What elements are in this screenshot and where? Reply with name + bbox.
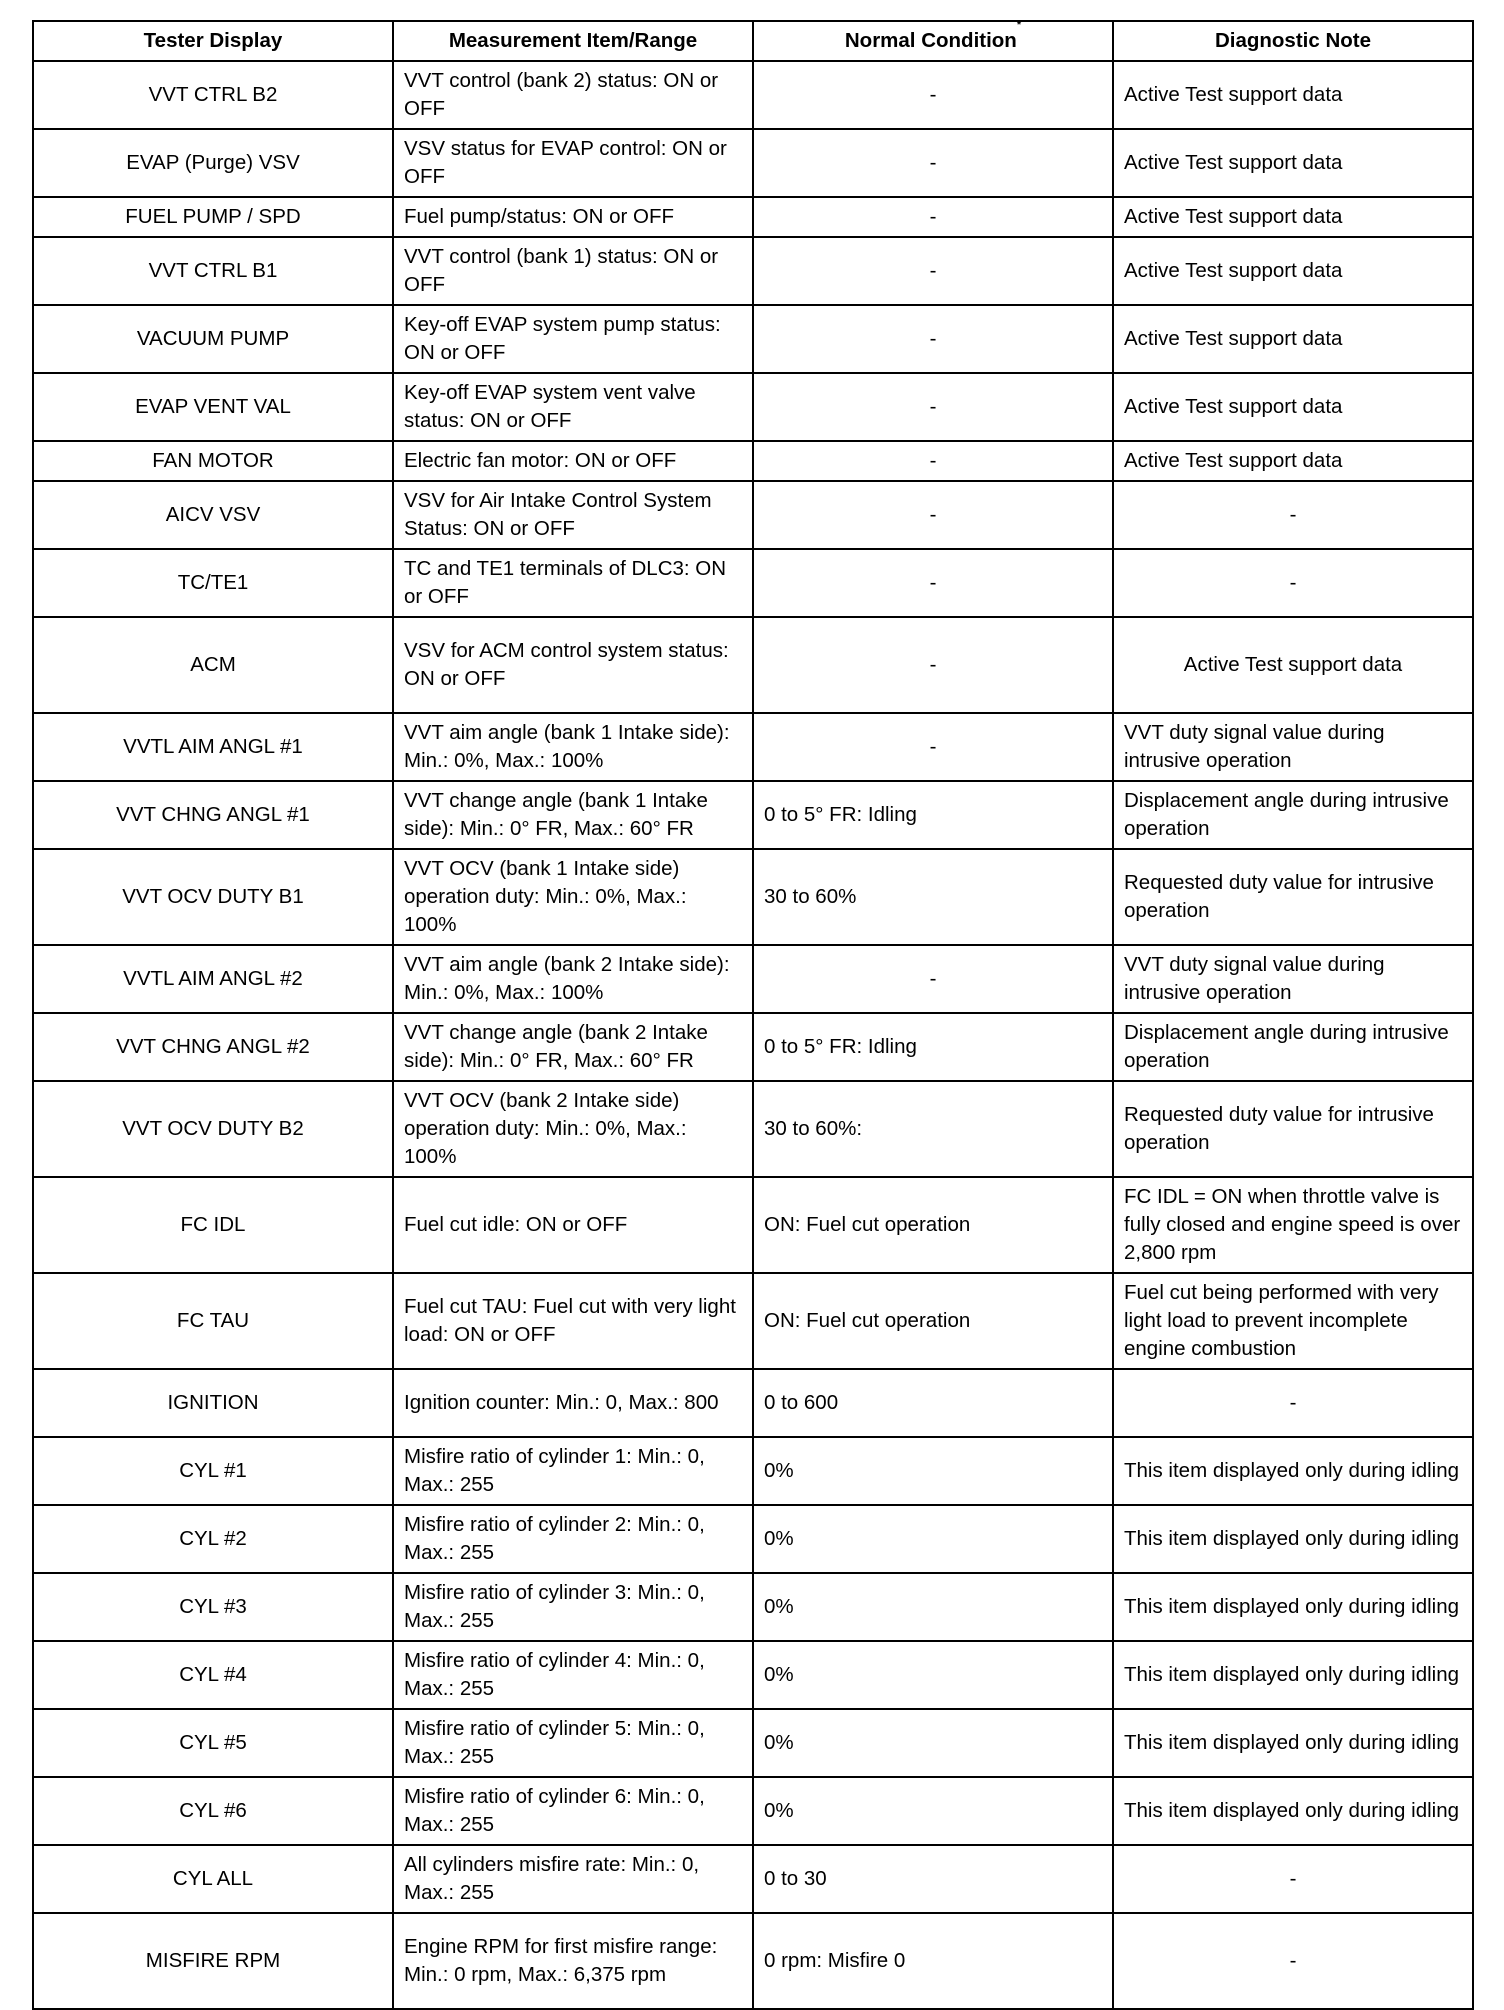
data-list-table	[32, 20, 1474, 2010]
cell-measurement-item: Ignition counter: Min.: 0, Max.: 800	[393, 1369, 753, 1437]
cell-normal-condition: -	[753, 373, 1113, 441]
table-row	[33, 305, 1473, 373]
table-row	[33, 849, 1473, 945]
cell-normal-condition: 0 rpm: Misfire 0	[753, 1913, 1113, 2009]
table-row	[33, 237, 1473, 305]
cell-normal-condition: 30 to 60%	[753, 849, 1113, 945]
cell-normal-condition: 0%	[753, 1573, 1113, 1641]
cell-tester-display: CYL #5	[33, 1709, 393, 1777]
table-row	[33, 481, 1473, 549]
cell-measurement-item: VVT control (bank 1) status: ON or OFF	[393, 237, 753, 305]
cell-normal-condition: 0%	[753, 1641, 1113, 1709]
cell-normal-condition: -	[753, 549, 1113, 617]
cell-measurement-item: VSV status for EVAP control: ON or OFF	[393, 129, 753, 197]
cell-diagnostic-note: This item displayed only during idling	[1113, 1437, 1473, 1505]
cell-tester-display: VACUUM PUMP	[33, 305, 393, 373]
cell-diagnostic-note: Active Test support data	[1113, 197, 1473, 237]
cell-normal-condition: -	[753, 713, 1113, 781]
cell-normal-condition: 0%	[753, 1505, 1113, 1573]
cell-normal-condition: 0 to 30	[753, 1845, 1113, 1913]
cell-diagnostic-note: Displacement angle during intrusive operation	[1113, 781, 1473, 849]
cell-diagnostic-note: -	[1113, 481, 1473, 549]
cell-measurement-item: VVT OCV (bank 1 Intake side) operation duty: Min.: 0%, Max.: 100%	[393, 849, 753, 945]
cell-tester-display: FAN MOTOR	[33, 441, 393, 481]
cell-tester-display: ACM	[33, 617, 393, 713]
table-row	[33, 781, 1473, 849]
cell-measurement-item: Misfire ratio of cylinder 3: Min.: 0, Max.: 255	[393, 1573, 753, 1641]
table-row	[33, 549, 1473, 617]
cell-normal-condition: ON: Fuel cut operation	[753, 1273, 1113, 1369]
table-row	[33, 1369, 1473, 1437]
cell-measurement-item: VVT change angle (bank 2 Intake side): Min.: 0° FR, Max.: 60° FR	[393, 1013, 753, 1081]
cell-tester-display: VVT CHNG ANGL #1	[33, 781, 393, 849]
table-row	[33, 197, 1473, 237]
cell-tester-display: FC TAU	[33, 1273, 393, 1369]
table-row	[33, 1437, 1473, 1505]
cell-measurement-item: Fuel cut idle: ON or OFF	[393, 1177, 753, 1273]
cell-measurement-item: Misfire ratio of cylinder 5: Min.: 0, Max.: 255	[393, 1709, 753, 1777]
cell-tester-display: TC/TE1	[33, 549, 393, 617]
table-row	[33, 713, 1473, 781]
table-row	[33, 617, 1473, 713]
table-row	[33, 1913, 1473, 2009]
cell-tester-display: FUEL PUMP / SPD	[33, 197, 393, 237]
cell-measurement-item: Misfire ratio of cylinder 1: Min.: 0, Max.: 255	[393, 1437, 753, 1505]
cell-measurement-item: Fuel pump/status: ON or OFF	[393, 197, 753, 237]
header-diagnostic-note: Diagnostic Note	[1113, 21, 1473, 61]
cell-diagnostic-note: Requested duty value for intrusive operation	[1113, 849, 1473, 945]
cell-normal-condition: 0%	[753, 1709, 1113, 1777]
cell-tester-display: CYL ALL	[33, 1845, 393, 1913]
cell-diagnostic-note: FC IDL = ON when throttle valve is fully closed and engine speed is over 2,800 rpm	[1113, 1177, 1473, 1273]
table-row	[33, 1273, 1473, 1369]
cell-tester-display: EVAP VENT VAL	[33, 373, 393, 441]
cell-measurement-item: Key-off EVAP system vent valve status: ON or OFF	[393, 373, 753, 441]
table-row	[33, 1777, 1473, 1845]
cell-tester-display: VVT CHNG ANGL #2	[33, 1013, 393, 1081]
cell-normal-condition: -	[753, 61, 1113, 129]
header-normal-condition	[753, 21, 1113, 61]
cell-tester-display: FC IDL	[33, 1177, 393, 1273]
cell-diagnostic-note: Fuel cut being performed with very light load to prevent incomplete engine combustion	[1113, 1273, 1473, 1369]
table-row	[33, 129, 1473, 197]
cell-measurement-item: Engine RPM for first misfire range: Min.: 0 rpm, Max.: 6,375 rpm	[393, 1913, 753, 2009]
cell-tester-display: VVT CTRL B1	[33, 237, 393, 305]
table-row	[33, 373, 1473, 441]
table-row	[33, 441, 1473, 481]
cell-tester-display: VVT OCV DUTY B1	[33, 849, 393, 945]
cell-normal-condition: -	[753, 945, 1113, 1013]
cell-diagnostic-note: Active Test support data	[1113, 305, 1473, 373]
cell-tester-display: CYL #1	[33, 1437, 393, 1505]
table-row	[33, 1573, 1473, 1641]
cell-normal-condition: 0%	[753, 1437, 1113, 1505]
table-row	[33, 1709, 1473, 1777]
cell-measurement-item: Misfire ratio of cylinder 6: Min.: 0, Max.: 255	[393, 1777, 753, 1845]
cell-diagnostic-note: -	[1113, 1845, 1473, 1913]
cell-tester-display: CYL #3	[33, 1573, 393, 1641]
cell-diagnostic-note: This item displayed only during idling	[1113, 1777, 1473, 1845]
cell-diagnostic-note: -	[1113, 1913, 1473, 2009]
cell-diagnostic-note: Active Test support data	[1113, 61, 1473, 129]
cell-diagnostic-note: Active Test support data	[1113, 441, 1473, 481]
cell-diagnostic-note: Active Test support data	[1113, 237, 1473, 305]
cell-diagnostic-note: Active Test support data	[1113, 129, 1473, 197]
cell-tester-display: MISFIRE RPM	[33, 1913, 393, 2009]
header-row	[33, 21, 1473, 61]
cell-tester-display: AICV VSV	[33, 481, 393, 549]
cell-diagnostic-note: VVT duty signal value during intrusive operation	[1113, 713, 1473, 781]
cell-diagnostic-note: This item displayed only during idling	[1113, 1641, 1473, 1709]
header-normal-label: Normal Condition	[844, 29, 1017, 52]
cell-tester-display: CYL #2	[33, 1505, 393, 1573]
table-row	[33, 1845, 1473, 1913]
cell-measurement-item: Misfire ratio of cylinder 4: Min.: 0, Max.: 255	[393, 1641, 753, 1709]
cell-diagnostic-note: Displacement angle during intrusive operation	[1113, 1013, 1473, 1081]
cell-tester-display: IGNITION	[33, 1369, 393, 1437]
table-row	[33, 1013, 1473, 1081]
table-row	[33, 1505, 1473, 1573]
cell-normal-condition: -	[753, 237, 1113, 305]
table-row	[33, 945, 1473, 1013]
cell-normal-condition: -	[753, 441, 1113, 481]
cell-measurement-item: Key-off EVAP system pump status: ON or OFF	[393, 305, 753, 373]
header-measurement-item: Measurement Item/Range	[393, 21, 753, 61]
cell-normal-condition: 0 to 600	[753, 1369, 1113, 1437]
cell-normal-condition: 0 to 5° FR: Idling	[753, 1013, 1113, 1081]
cell-normal-condition: -	[753, 305, 1113, 373]
cell-measurement-item: VVT aim angle (bank 1 Intake side): Min.: 0%, Max.: 100%	[393, 713, 753, 781]
cell-diagnostic-note: This item displayed only during idling	[1113, 1505, 1473, 1573]
cell-normal-condition: ON: Fuel cut operation	[753, 1177, 1113, 1273]
cell-measurement-item: TC and TE1 terminals of DLC3: ON or OFF	[393, 549, 753, 617]
cell-diagnostic-note: Requested duty value for intrusive operation	[1113, 1081, 1473, 1177]
cell-diagnostic-note: VVT duty signal value during intrusive operation	[1113, 945, 1473, 1013]
table-row	[33, 1081, 1473, 1177]
cell-tester-display: CYL #4	[33, 1641, 393, 1709]
cell-diagnostic-note: Active Test support data	[1113, 617, 1473, 713]
cell-measurement-item: Fuel cut TAU: Fuel cut with very light load: ON or OFF	[393, 1273, 753, 1369]
cell-normal-condition: -	[753, 197, 1113, 237]
header-tester-display: Tester Display	[33, 21, 393, 61]
cell-measurement-item: VVT change angle (bank 1 Intake side): Min.: 0° FR, Max.: 60° FR	[393, 781, 753, 849]
table-row	[33, 61, 1473, 129]
table-row	[33, 1177, 1473, 1273]
cell-measurement-item: VSV for ACM control system status: ON or OFF	[393, 617, 753, 713]
cell-tester-display: VVTL AIM ANGL #2	[33, 945, 393, 1013]
cell-normal-condition: 0 to 5° FR: Idling	[753, 781, 1113, 849]
table-row	[33, 1641, 1473, 1709]
cell-tester-display: VVT OCV DUTY B2	[33, 1081, 393, 1177]
cell-measurement-item: All cylinders misfire rate: Min.: 0, Max.: 255	[393, 1845, 753, 1913]
cell-measurement-item: VVT control (bank 2) status: ON or OFF	[393, 61, 753, 129]
cell-measurement-item: VSV for Air Intake Control System Status: ON or OFF	[393, 481, 753, 549]
cell-tester-display: CYL #6	[33, 1777, 393, 1845]
cell-tester-display: VVTL AIM ANGL #1	[33, 713, 393, 781]
cell-measurement-item: Misfire ratio of cylinder 2: Min.: 0, Max.: 255	[393, 1505, 753, 1573]
cell-diagnostic-note: -	[1113, 1369, 1473, 1437]
cell-normal-condition: -	[753, 129, 1113, 197]
cell-measurement-item: Electric fan motor: ON or OFF	[393, 441, 753, 481]
cell-diagnostic-note: This item displayed only during idling	[1113, 1573, 1473, 1641]
cell-diagnostic-note: Active Test support data	[1113, 373, 1473, 441]
cell-measurement-item: VVT aim angle (bank 2 Intake side): Min.: 0%, Max.: 100%	[393, 945, 753, 1013]
cell-measurement-item: VVT OCV (bank 2 Intake side) operation duty: Min.: 0%, Max.: 100%	[393, 1081, 753, 1177]
cell-tester-display: EVAP (Purge) VSV	[33, 129, 393, 197]
cell-normal-condition: -	[753, 617, 1113, 713]
cell-diagnostic-note: This item displayed only during idling	[1113, 1709, 1473, 1777]
cell-normal-condition: 30 to 60%:	[753, 1081, 1113, 1177]
cell-normal-condition: -	[753, 481, 1113, 549]
cell-tester-display: VVT CTRL B2	[33, 61, 393, 129]
footnote-mark: *	[1016, 19, 1022, 31]
cell-diagnostic-note: -	[1113, 549, 1473, 617]
cell-normal-condition: 0%	[753, 1777, 1113, 1845]
